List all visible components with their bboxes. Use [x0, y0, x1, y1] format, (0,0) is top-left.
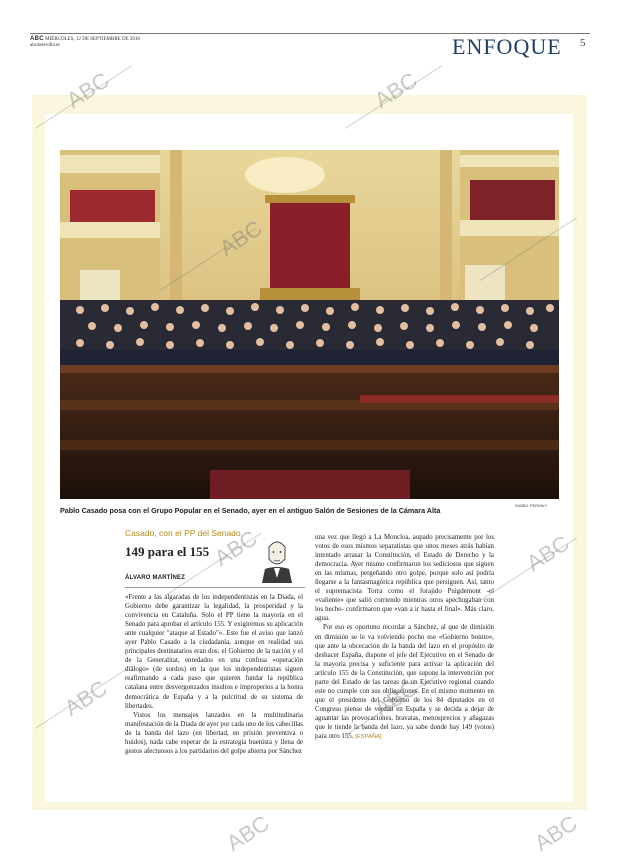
article-column-1 [125, 593, 303, 756]
article-kicker: Casado, con el PP del Senado [125, 528, 241, 538]
watermark-text: ABC [215, 215, 267, 261]
photo-drawing [60, 150, 559, 499]
page-number: 5 [580, 37, 586, 49]
photo-caption: Pablo Casado posa con el Grupo Popular en el Senado, ayer en el antiguo Salón de Sesiones de la Cámara Alta [60, 506, 441, 515]
senate-group-photo [60, 150, 559, 499]
watermark-text: ABC [62, 67, 114, 113]
article-headline: 149 para el 155 [125, 544, 210, 559]
header-site: abcdesevilla.es [30, 43, 61, 48]
watermark-text: ABC [222, 810, 274, 856]
section-tag: [ESPAÑA] [355, 734, 382, 741]
article-author: ÁLVARO MARTÍNEZ [125, 575, 186, 581]
watermark-text: ABC [370, 67, 422, 113]
author-portrait [257, 533, 297, 583]
header-date: MIÉRCOLES, 12 DE SEPTIEMBRE DE 2018 [45, 37, 140, 42]
masthead: ABC [30, 36, 44, 42]
section-title: ENFOQUE [452, 34, 562, 59]
watermark-text: ABC [370, 675, 422, 721]
watermark-text: ABC [210, 525, 262, 571]
paragraph: «Frente a las algaradas de los independentistas en la Diada, el Gobierno debe garantizar la legalidad, la prosperidad y la convivencia en Cataluña. Solo el PP tiene la mayoría en el Senado para aprobar el artículo 155. Y exigiremos su aplicación ante cualquier "ataque al Estado"». Este fue el aviso que lanzó ayer Pablo Casado a la ciudadanía, aunque en realidad sus principales destinatarios eran dos: el Gobierno de la nación y el de la Generalitat, enredados en una confusa «operación diálogo» (de sordos) en la que los independentistas siguen reafirmando a cada paso que quieren fundar la república catalana entre desvergonzados insultos e improperios a la honra democrática de España y a la pulcritud de su sistema de libertades. [125, 594, 303, 710]
watermark-text: ABC [60, 675, 112, 721]
paragraph: Vistos los mensajes lanzados en la multitudinaria manifestación de la Diada de ayer por cada uno de los cabecillas de la banda del lazo (en libertad, en prisión preventiva o huidos), nada cabe esperar de la estrategia buenista y llena de gestos afectuosos a los partidarios del golpe abierta por Sánchez [125, 711, 303, 755]
paragraph: una vez que llegó a La Moncloa, aupado precisamente por los votos de esos mismos separatistas que unos meses atrás habían intentado arrasar la Constitución, el Estado de Derecho y la democracia. Ayer mismo confirmaron los sediciosos que siguen en las mismas, pergeñando otro golpe, porque solo así podría llegarse a la fantasmagórica república que persiguen. Así, tanto el supremacista Torra como el forajido Puigdemont -el «valiente» que salió corriendo mientras otros apechugaban con los hecho- confirmaron que «van a ir hasta el final». Más claro, agua. [315, 534, 494, 623]
header-info [30, 36, 140, 49]
watermark-text: ABC [530, 810, 582, 856]
paragraph-text: Por eso es oportuno recordar a Sánchez, al que de dimisión en dimisión se le va volviendo pocho ese «Gobierno bonito», que ante la obcecación de la banda del lazo en el propósito de deshacer España, dispone el jefe del Ejecutivo en el Senado de la mayoría precisa y suficiente para activar la aplicación del artículo 155 de la Constitución, que supone la intervención por parte del Estado de las tareas de un Ejecutivo regional cuando este no cumple con sus obligaciones. En el mismo momento en que el presidente del Gobierno de los 84 diputados en el Congreso piense de verdad en España y se decida a dejar de aguantar las provocaciones, bravatas, menosprecios y añagazas que le tiende la banda del lazo, ya sabe donde hay 149 (votos) para otro 155. [315, 624, 494, 741]
article-column-2 [315, 533, 494, 742]
photo-credit: ISABEL PERMUY [515, 503, 548, 508]
watermark-text: ABC [522, 530, 574, 576]
author-rule [125, 587, 305, 588]
